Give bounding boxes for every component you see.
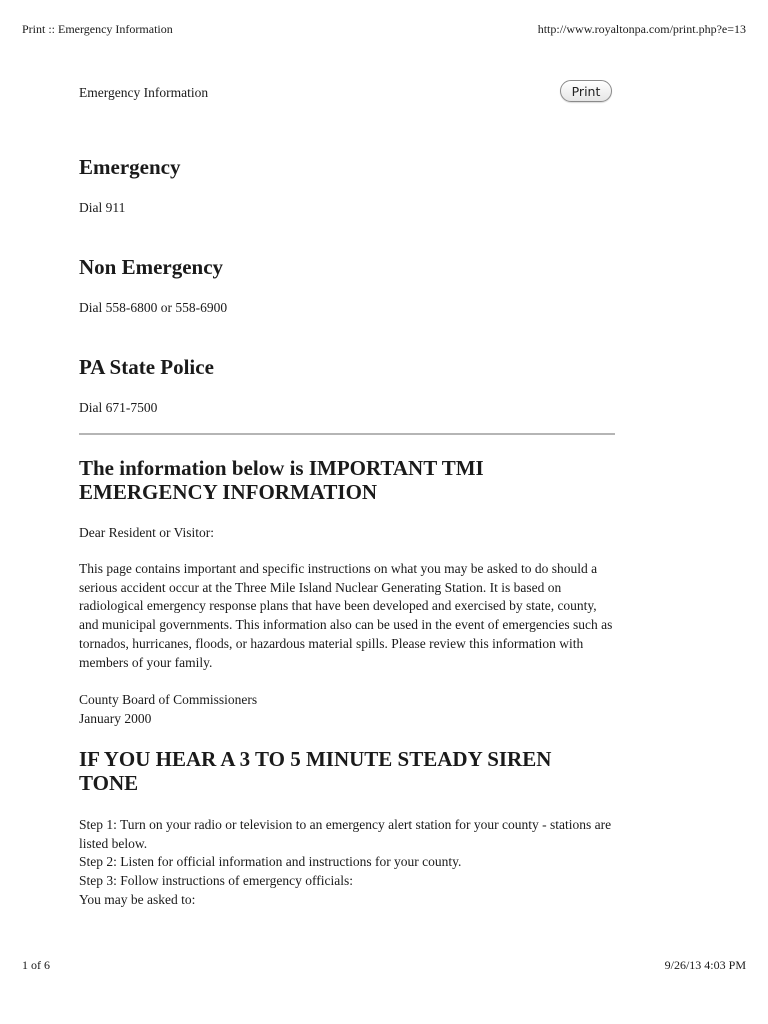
print-header-title: Print :: Emergency Information [22, 22, 173, 36]
tmi-body: This page contains important and specific instructions on what you may be asked to do should a serious accident occur at the Three Mile Island Nuclear Generating Station. It is based on radiological emergency response plans that have been developed and exercised by state, county, and municipal governments. This information also can be used in the event of emergencies such as tornados, hurricanes, floods, or hazardous material spills. Please review this information with members of your family. [79, 561, 613, 670]
non-emergency-number: Dial 558-6800 or 558-6900 [79, 300, 228, 315]
siren-step-3: Step 3: Follow instructions of emergency officials: [79, 873, 353, 888]
tmi-signature: County Board of Commissioners [79, 692, 258, 707]
print-button[interactable]: Print [560, 80, 612, 102]
tmi-date: January 2000 [79, 711, 152, 726]
emergency-heading: Emergency [79, 155, 181, 179]
section-divider [79, 433, 615, 435]
non-emergency-heading: Non Emergency [79, 255, 224, 279]
state-police-number: Dial 671-7500 [79, 400, 158, 415]
print-datetime: 9/26/13 4:03 PM [664, 958, 746, 972]
siren-step-2: Step 2: Listen for official information and instructions for your county. [79, 854, 462, 869]
state-police-heading: PA State Police [79, 355, 214, 379]
tmi-heading: The information below is IMPORTANT TMI EMERGENCY INFORMATION [79, 456, 484, 504]
emergency-number: Dial 911 [79, 200, 126, 215]
tmi-salutation: Dear Resident or Visitor: [79, 525, 215, 540]
print-header-url: http://www.royaltonpa.com/print.php?e=13 [537, 22, 746, 36]
siren-note: You may be asked to: [79, 892, 196, 907]
siren-step-1: Step 1: Turn on your radio or television to an emergency alert station for your county - stations are listed below. [79, 817, 612, 851]
siren-heading: IF YOU HEAR A 3 TO 5 MINUTE STEADY SIREN TONE [79, 747, 552, 795]
page-count: 1 of 6 [22, 958, 50, 972]
page-title: Emergency Information [79, 85, 209, 100]
